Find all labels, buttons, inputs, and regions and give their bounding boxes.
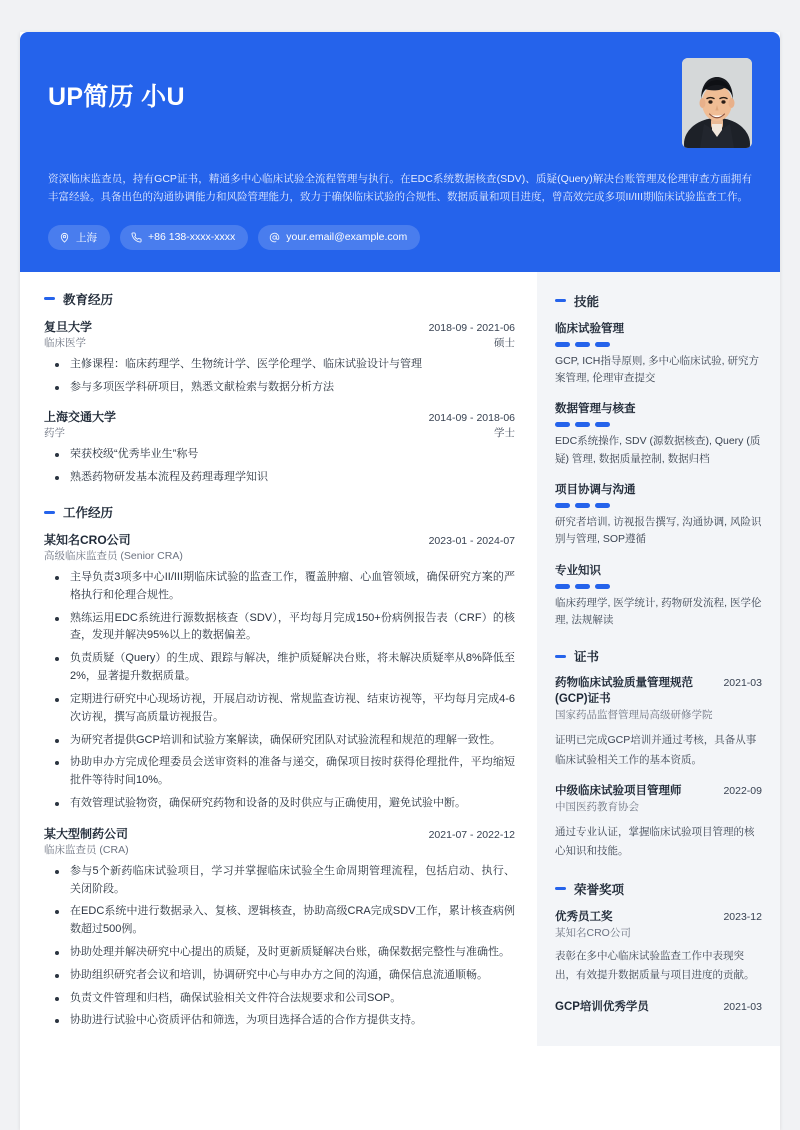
award-header xyxy=(555,908,762,924)
skill-level-dash xyxy=(595,342,610,347)
page-title: UP简历 小U xyxy=(48,83,185,111)
section-title-education xyxy=(44,290,515,308)
work-entry-header xyxy=(44,531,515,548)
avatar xyxy=(682,58,752,148)
contact-chip-phone-label: +86 138-xxxx-xxxx xyxy=(148,231,236,244)
list-item: 熟悉药物研发基本流程及药理毒理学知识 xyxy=(44,469,515,487)
skill-name: 项目协调与沟通 xyxy=(555,484,636,496)
list-item: 熟练运用EDC系统进行源数据核查（SDV），平均每月完成150+份病例报告表（CRF）的核查，发现并解决95%以上的数据偏差。 xyxy=(44,610,515,646)
section-title-education-label: 教育经历 xyxy=(63,292,114,307)
skill-level-indicator xyxy=(555,342,762,347)
skill-item xyxy=(555,562,762,630)
education-entry-subheader xyxy=(44,335,515,350)
work-date: 2021-07 - 2022-12 xyxy=(428,828,515,841)
skill-name: 临床试验管理 xyxy=(555,322,624,335)
award-date: 2023-12 xyxy=(723,910,762,923)
skill-level-dash xyxy=(575,503,590,508)
skill-level-dash xyxy=(555,342,570,347)
education-school: 上海交通大学 xyxy=(44,410,117,425)
header-top-row xyxy=(48,58,752,148)
list-item: 主导负责3项多中心II/III期临床试验的监查工作，覆盖肿瘤、心血管领域，确保研究方案的严格执行和伦理合规性。 xyxy=(44,569,515,605)
section-title-skills-label: 技能 xyxy=(574,294,600,309)
skill-level-dash xyxy=(575,342,590,347)
education-date: 2014-09 - 2018-06 xyxy=(428,412,515,425)
list-item: 负责文件管理和归档，确保试验相关文件符合法规要求和公司SOP。 xyxy=(44,990,515,1008)
main-column xyxy=(20,272,537,1047)
skill-level-dash xyxy=(575,422,590,427)
work-role: 高级临床监查员 (Senior CRA) xyxy=(44,550,183,562)
skill-level-indicator xyxy=(555,503,762,508)
education-entry-header xyxy=(44,318,515,335)
location-pin-icon xyxy=(59,232,70,243)
education-entry xyxy=(44,318,515,397)
work-entry xyxy=(44,531,515,813)
skill-level-dash xyxy=(555,422,570,427)
contact-chip-email[interactable] xyxy=(258,225,420,250)
work-bullet-list xyxy=(44,863,515,1031)
contact-chip-email-label: your.email@example.com xyxy=(286,231,408,244)
education-date: 2018-09 - 2021-06 xyxy=(428,321,515,334)
work-company: 某大型制药公司 xyxy=(44,826,129,841)
work-date: 2023-01 - 2024-07 xyxy=(428,535,515,547)
resume-body xyxy=(20,272,780,1047)
avatar-photo-icon xyxy=(682,58,752,148)
skill-level-dash xyxy=(555,503,570,508)
skill-level-dash xyxy=(595,584,610,589)
list-item: 协助组织研究者会议和培训，协调研究中心与申办方之间的沟通，确保信息流通顺畅。 xyxy=(44,967,515,985)
section-work xyxy=(44,503,515,1030)
certificate-date: 2022-09 xyxy=(723,785,762,798)
section-dash-icon xyxy=(555,299,566,302)
education-bullet-list xyxy=(44,356,515,397)
award-name: 优秀员工奖 xyxy=(555,910,613,923)
skill-description: GCP, ICH指导原则, 多中心临床试验, 研究方案管理, 伦理审查提交 xyxy=(555,354,759,385)
list-item: 有效管理试验物资，确保研究药物和设备的及时供应与正确使用，避免试验中断。 xyxy=(44,795,515,813)
list-item: 为研究者提供GCP培训和试验方案解读，确保研究团队对试验流程和规范的理解一致性。 xyxy=(44,732,515,750)
skill-item xyxy=(555,400,762,468)
section-title-work-label: 工作经历 xyxy=(63,506,114,520)
contact-chip-phone[interactable] xyxy=(120,225,248,250)
award-name: GCP培训优秀学员 xyxy=(555,1000,649,1013)
section-dash-icon xyxy=(555,655,566,658)
section-title-certificates-label: 证书 xyxy=(574,650,600,665)
education-degree: 硕士 xyxy=(494,336,515,349)
list-item: 主修课程：临床药理学、生物统计学、医学伦理学、临床试验设计与管理 xyxy=(44,356,515,374)
award-header xyxy=(555,998,762,1014)
contact-chip-location-label: 上海 xyxy=(76,231,97,244)
list-item: 在EDC系统中进行数据录入、复核、逻辑核查，协助高级CRA完成SDV工作，累计核查病例数超过500例。 xyxy=(44,903,515,939)
certificate-item xyxy=(555,783,762,862)
certificate-description: 通过专业认证，掌握临床试验项目管理的核心知识和技能。 xyxy=(555,825,755,858)
award-description: 表彰在多中心临床试验监查工作中表现突出，有效提升数据质量与项目进度的贡献。 xyxy=(555,949,755,982)
section-awards xyxy=(555,880,762,1014)
skill-level-dash xyxy=(595,422,610,427)
skill-item xyxy=(555,320,762,388)
certificate-description: 证明已完成GCP培训并通过考核，具备从事临床试验相关工作的基本资质。 xyxy=(555,734,757,766)
certificate-name: 药物临床试验质量管理规范(GCP)证书 xyxy=(555,677,693,706)
contact-chip-location[interactable] xyxy=(48,225,110,250)
list-item: 协助申办方完成伦理委员会送审资料的准备与递交，确保项目按时获得伦理批件，平均缩短批件等待时间10%。 xyxy=(44,754,515,790)
list-item: 定期进行研究中心现场访视，开展启动访视、常规监查访视、结束访视等，平均每月完成4-6次访视，撰写高质量访视报告。 xyxy=(44,691,515,727)
list-item: 协助进行试验中心资质评估和筛选，为项目选择合适的合作方提供支持。 xyxy=(44,1012,515,1030)
award-item xyxy=(555,998,762,1014)
email-at-icon xyxy=(269,232,280,243)
section-dash-icon xyxy=(555,887,566,890)
award-org: 某知名CRO公司 xyxy=(555,926,631,939)
work-entry xyxy=(44,825,515,1031)
skill-item xyxy=(555,481,762,549)
education-major: 临床医学 xyxy=(44,336,86,349)
certificate-org: 国家药品监督管理局高级研修学院 xyxy=(555,709,713,722)
work-company: 某知名CRO公司 xyxy=(44,533,131,547)
education-entry-header xyxy=(44,408,515,425)
section-title-awards xyxy=(555,880,762,898)
certificate-org: 中国医药教育协会 xyxy=(555,801,639,814)
work-role: 临床监查员 (CRA) xyxy=(44,843,129,856)
certificate-item xyxy=(555,675,762,770)
phone-icon xyxy=(131,232,142,243)
education-degree: 学士 xyxy=(494,427,515,440)
section-skills xyxy=(555,292,762,630)
skill-level-indicator xyxy=(555,422,762,427)
skill-level-dash xyxy=(555,584,570,589)
section-title-work xyxy=(44,503,515,521)
section-title-skills xyxy=(555,292,762,310)
list-item: 参与多项医学科研项目，熟悉文献检索与数据分析方法 xyxy=(44,379,515,397)
section-dash-icon xyxy=(44,511,55,514)
section-dash-icon xyxy=(44,297,55,300)
award-item xyxy=(555,908,762,986)
skill-level-dash xyxy=(575,584,590,589)
resume-header xyxy=(20,32,780,272)
skill-name: 专业知识 xyxy=(555,564,601,577)
side-column xyxy=(537,272,780,1047)
certificate-name: 中级临床试验项目管理师 xyxy=(555,785,682,798)
header-summary: 资深临床监查员，持有GCP证书，精通多中心临床试验全流程管理与执行。在EDC系统数据核查(SDV)、质疑(Query)解决台账管理及伦理审查方面拥有丰富经验。具备出色的沟通协调能力和风险管理能力，致力于确保临床试验的合规性、数据质量和项目进度，曾高效完成多项II/III期临床试验监查工作。 xyxy=(48,173,752,204)
education-bullet-list xyxy=(44,446,515,487)
list-item: 负责质疑（Query）的生成、跟踪与解决，维护质疑解决台账，将未解决质疑率从8%降低至2%，显著提升数据质量。 xyxy=(44,650,515,686)
certificate-header xyxy=(555,675,762,707)
skill-description: EDC系统操作, SDV (源数据核查), Query (质疑) 管理, 数据质量控制, 数据归档 xyxy=(555,435,761,465)
work-bullet-list xyxy=(44,569,515,813)
award-date: 2021-03 xyxy=(723,1000,762,1013)
skill-name: 数据管理与核查 xyxy=(555,403,636,416)
skill-level-dash xyxy=(595,503,610,508)
skill-description: 研究者培训, 访视报告撰写, 沟通协调, 风险识别与管理, SOP遵循 xyxy=(555,516,762,546)
list-item: 协助处理并解决研究中心提出的质疑，及时更新质疑解决台账，确保数据完整性与准确性。 xyxy=(44,944,515,962)
list-item: 荣获校级“优秀毕业生”称号 xyxy=(44,446,515,464)
education-entry xyxy=(44,408,515,487)
skill-description: 临床药理学, 医学统计, 药物研发流程, 医学伦理, 法规解读 xyxy=(555,596,762,626)
section-education xyxy=(44,290,515,487)
skill-level-indicator xyxy=(555,584,762,589)
contact-chip-list xyxy=(48,225,752,250)
education-major: 药学 xyxy=(44,427,65,440)
section-title-awards-label: 荣誉奖项 xyxy=(574,882,625,897)
education-school: 复旦大学 xyxy=(44,319,93,334)
certificate-header xyxy=(555,783,762,799)
section-title-certificates xyxy=(555,647,762,665)
certificate-date: 2021-03 xyxy=(723,677,762,690)
list-item: 参与5个新药临床试验项目，学习并掌握临床试验全生命周期管理流程，包括启动、执行、关闭阶段。 xyxy=(44,863,515,899)
work-entry-header xyxy=(44,825,515,842)
section-certificates xyxy=(555,647,762,861)
education-entry-subheader xyxy=(44,425,515,440)
resume-sheet xyxy=(20,32,780,1130)
